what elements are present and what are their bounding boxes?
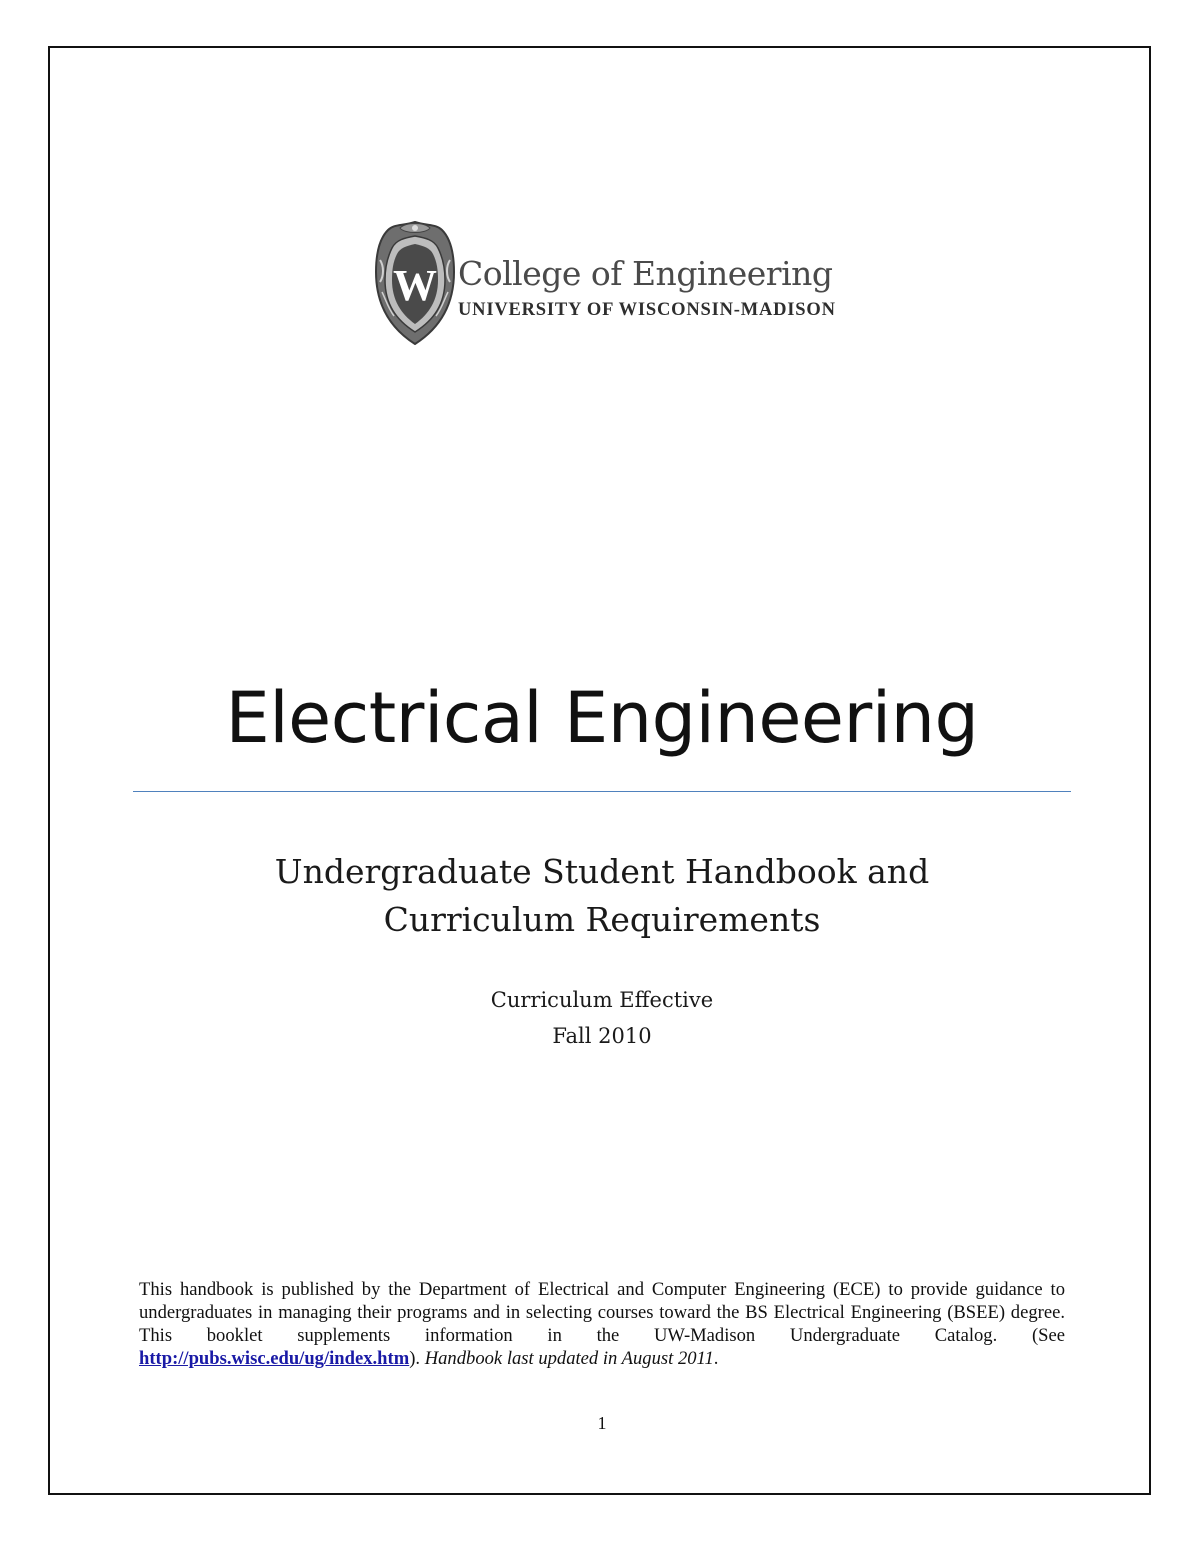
university-name: UNIVERSITY OF WISCONSIN-MADISON [458, 300, 836, 320]
intro-text-after-link: ). [409, 1348, 425, 1369]
last-updated-note: Handbook last updated in August 2011 [424, 1348, 714, 1369]
document-subtitle [132, 848, 1072, 944]
document-title: Electrical Engineering [225, 677, 979, 759]
intro-trailing: . [713, 1348, 719, 1369]
uw-seal-icon [372, 220, 458, 346]
college-logo [372, 220, 842, 346]
page-number: 1 [597, 1413, 607, 1433]
intro-paragraph [139, 1278, 1065, 1370]
effective-line-1: Curriculum Effective [490, 988, 714, 1012]
effective-term: Fall 2010 [552, 1024, 652, 1048]
college-name: College of Engineering [458, 254, 833, 293]
subtitle-line-1: Undergraduate Student Handbook and [274, 852, 930, 891]
title-divider [133, 791, 1071, 792]
catalog-link[interactable]: http://pubs.wisc.edu/ug/index.htm [139, 1348, 410, 1369]
curriculum-effective [132, 982, 1072, 1054]
seal-letter: W [393, 261, 437, 310]
page-frame [48, 46, 1151, 1495]
intro-text: This handbook is published by the Department of Electrical and Computer Engineering (ECE) to provide guidance to undergraduates in managing their programs and in selecting courses toward the BS Electrical Engineering (BSEE) degree. This booklet supplements information in the UW-Madison Undergraduate Catalog. (See [139, 1279, 1065, 1346]
subtitle-line-2: Curriculum Requirements [383, 900, 821, 939]
